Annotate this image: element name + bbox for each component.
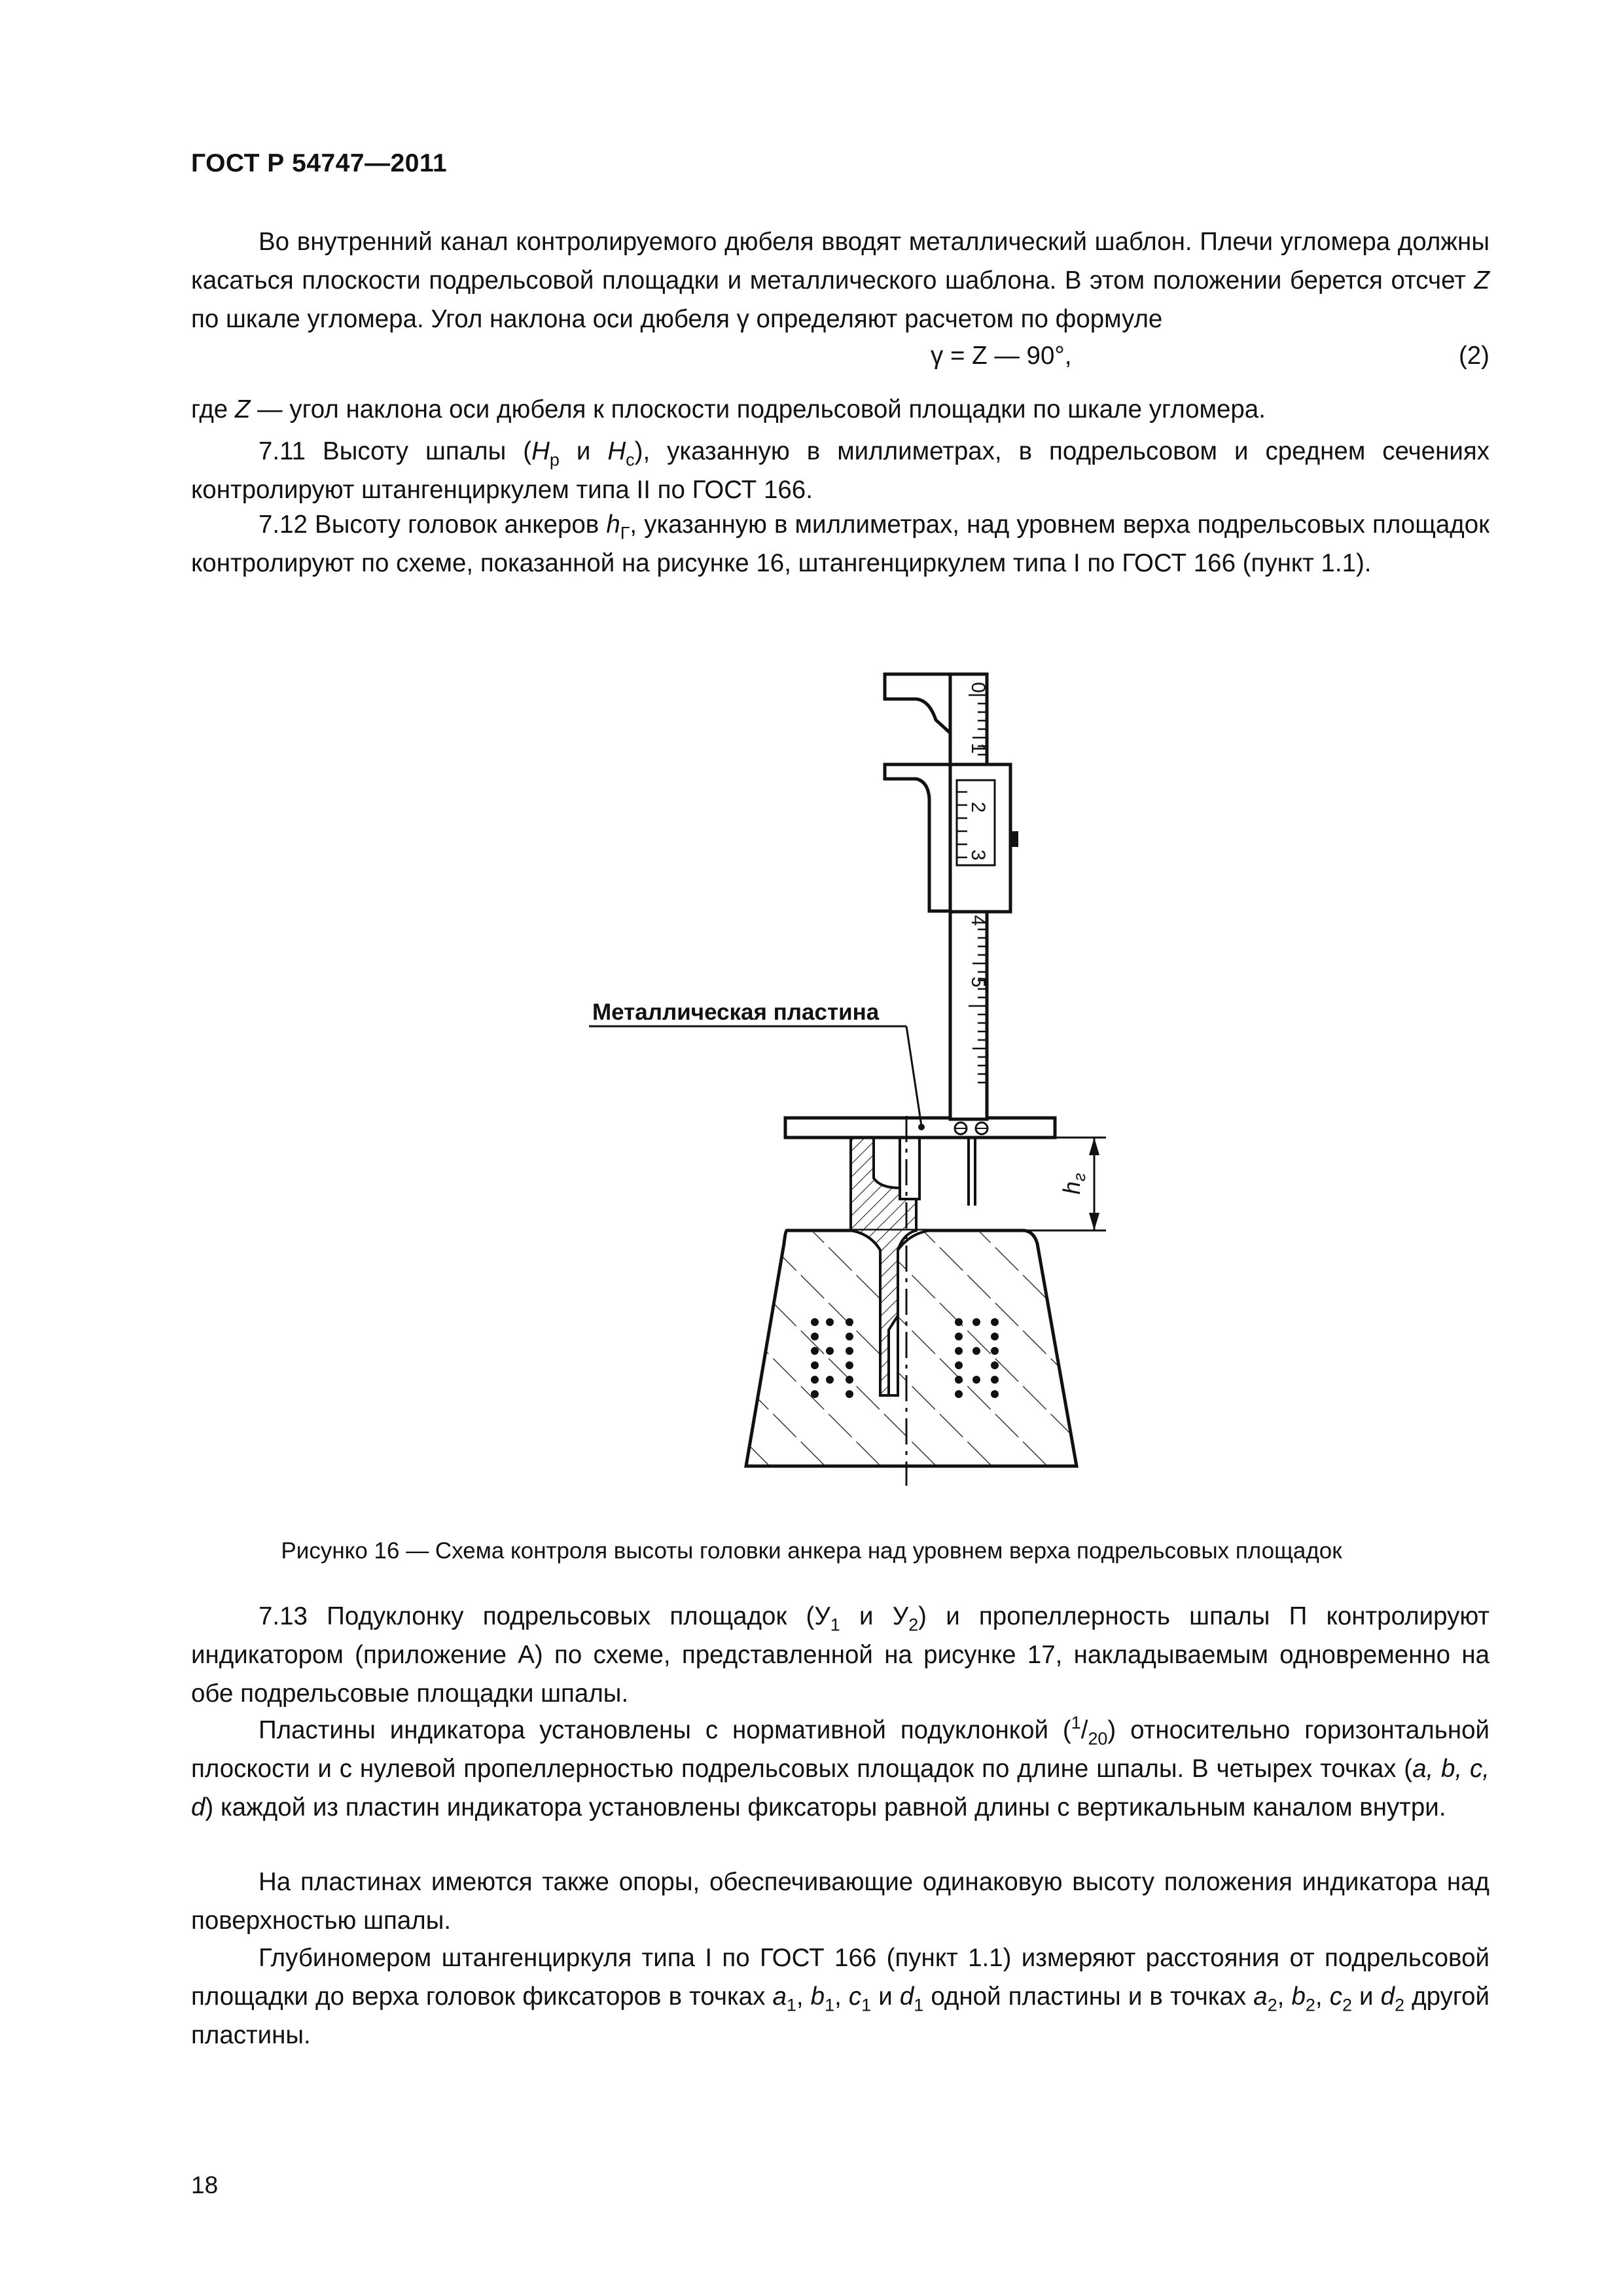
intro-paragraph bbox=[191, 223, 1489, 338]
label-leader bbox=[906, 1026, 921, 1126]
pt-a2: a bbox=[1253, 1982, 1268, 2011]
section-7-12 bbox=[191, 505, 1489, 583]
pt-a2-sub: 2 bbox=[1267, 1995, 1277, 2015]
caliper-sleeper-drawing bbox=[0, 641, 1623, 1512]
pt-a1: a bbox=[772, 1982, 787, 2011]
pt-c2-sub: 2 bbox=[1342, 1995, 1352, 2015]
plates-mid: ) относительно горизонтальной плоскости и с нулевой пропеллерностью подрельсовых площадок по длине шпалы. В четырех точках ( bbox=[191, 1716, 1489, 1783]
s713-lead: 7.13 Подуклонку подрельсовых площадок (У bbox=[259, 1602, 830, 1630]
s712-var: h bbox=[606, 511, 620, 539]
s712-lead: 7.12 Высоту головок анкеров bbox=[259, 511, 607, 539]
scale-digit-3: 3 bbox=[967, 850, 989, 861]
scale-digit-4: 4 bbox=[967, 915, 989, 926]
leader-dot bbox=[918, 1124, 925, 1130]
s713-sub1: 1 bbox=[830, 1615, 840, 1635]
figure-16 bbox=[0, 641, 1623, 1512]
intro-text: Во внутренний канал контролируемого дюбеля вводят металлический шаблон. Плечи угломера должны касаться плоскости подрельсовой площадки и металлического шаблона. В этом положении берется отсчет bbox=[191, 228, 1489, 295]
s712-sub: Г bbox=[620, 523, 630, 543]
supports-text: На пластинах имеются также опоры, обеспечивающие одинаковую высоту положения индикатора над поверхностью шпалы. bbox=[191, 1868, 1489, 1935]
plates-paragraph bbox=[191, 1711, 1489, 1827]
plates-sub: 20 bbox=[1088, 1729, 1108, 1749]
s711-var2: H bbox=[607, 437, 626, 465]
document-header: ГОСТ Р 54747—2011 bbox=[191, 149, 448, 177]
formula-expression: γ = Z — 90°, bbox=[931, 342, 1072, 370]
pt-b1: b bbox=[810, 1982, 825, 2011]
pt-d2: d bbox=[1380, 1982, 1395, 2011]
depth-and2: и bbox=[1351, 1982, 1381, 2011]
pt-d2-sub: 2 bbox=[1395, 1995, 1405, 2015]
section-7-11 bbox=[191, 432, 1489, 509]
pt-b1-sub: 1 bbox=[825, 1995, 835, 2015]
dimension-h-label: $h_г$ bbox=[1058, 1173, 1089, 1194]
depth-and1: и bbox=[871, 1982, 900, 2011]
supports-paragraph bbox=[191, 1863, 1489, 1940]
sleeper-body bbox=[746, 1230, 1077, 1466]
depth-tail: другой пластины. bbox=[191, 1982, 1489, 2049]
plates-slash: / bbox=[1080, 1716, 1088, 1744]
s712-tail: , указанную в миллиметрах, над уровнем верха подрельсовых площадок контролируют по схеме, показанной на рисунке 16, штангенциркулем типа I по ГОСТ 166 (пункт 1.1). bbox=[191, 511, 1489, 577]
formula-2 bbox=[191, 342, 1489, 381]
plates-sup: 1 bbox=[1071, 1713, 1081, 1733]
s713-mid: и У bbox=[840, 1602, 909, 1630]
s713-sub2: 2 bbox=[908, 1615, 919, 1635]
metal-plate-label: Металлическая пластина bbox=[592, 999, 880, 1025]
pt-c2: c bbox=[1329, 1982, 1342, 2011]
pt-a1-sub: 1 bbox=[786, 1995, 796, 2015]
scale-digit-0: 0 bbox=[967, 682, 989, 693]
plates-lead: Пластины индикатора установлены с нормативной подуклонкой ( bbox=[259, 1716, 1071, 1744]
s711-mid: и bbox=[559, 437, 608, 465]
formula-number: (2) bbox=[1458, 342, 1489, 370]
depth-paragraph: Глубиномером штангенциркуля типа I по ГОСТ 166 (пункт 1.1) измеряют расстояния от подрельсовой площадки до верха головок фиксаторов в точках $a_1$, $b_1$, $c_1$ и $d_1$ одной пластины и в точках $a_2$, $b_2$, $c_2$ и $d_2$ другой пластины. bbox=[191, 1944, 1489, 2049]
s713-tail: ) и пропеллерность шпалы П контролируют индикатором (приложение А) по схеме, представленной на рисунке 17, накладываемым одновременно на обе подрельсовые площадки шпалы. bbox=[191, 1602, 1489, 1708]
where-paragraph: где Z — угол наклона оси дюбеля к плоскости подрельсовой площадки по шкале угломера. bbox=[191, 395, 1266, 423]
s711-lead: 7.11 Высоту шпалы ( bbox=[259, 437, 532, 465]
figure-caption: Рисунко 16 — Схема контроля высоты головки анкера над уровнем верха подрельсовых площадок bbox=[281, 1538, 1342, 1564]
intro-var-z: Z bbox=[1474, 266, 1490, 295]
pt-b2: b bbox=[1291, 1982, 1306, 2011]
s711-var1: H bbox=[531, 437, 550, 465]
section-7-13 bbox=[191, 1597, 1489, 1713]
scale-digit-5: 5 bbox=[967, 977, 989, 988]
page-number: 18 bbox=[191, 2172, 219, 2198]
plates-points: a, b, c, d bbox=[191, 1755, 1489, 1821]
intro-tail: по шкале угломера. Угол наклона оси дюбеля γ определяют расчетом по формуле bbox=[191, 305, 1163, 333]
s711-sub2: с bbox=[626, 450, 635, 470]
pt-c1: c bbox=[848, 1982, 862, 2011]
where-text: — угол наклона оси дюбеля к плоскости подрельсовой площадки по шкале угломера. bbox=[257, 395, 1266, 423]
scale-digit-2: 2 bbox=[967, 802, 989, 813]
depth-lead: Глубиномером штангенциркуля типа I по ГОСТ 166 (пункт 1.1) измеряют расстояния от подрельсовой площадки до верха головок фиксаторов в точках bbox=[191, 1944, 1489, 2011]
pt-d1-sub: 1 bbox=[914, 1995, 924, 2015]
depth-mid: одной пластины и в точках bbox=[923, 1982, 1254, 2011]
s711-sub1: р bbox=[549, 450, 560, 470]
pt-c1-sub: 1 bbox=[861, 1995, 872, 2015]
scale-digit-1: 1 bbox=[967, 743, 989, 754]
where-var: Z bbox=[234, 395, 251, 423]
plates-tail: ) каждой из пластин индикатора установлены фиксаторы равной длины с вертикальным каналом внутри. bbox=[205, 1793, 1446, 1821]
pt-d1: d bbox=[899, 1982, 914, 2011]
pt-b2-sub: 2 bbox=[1305, 1995, 1315, 2015]
s711-tail: ), указанную в миллиметрах, в подрельсовом и среднем сечениях контролируют штангенциркулем типа II по ГОСТ 166. bbox=[191, 437, 1489, 504]
